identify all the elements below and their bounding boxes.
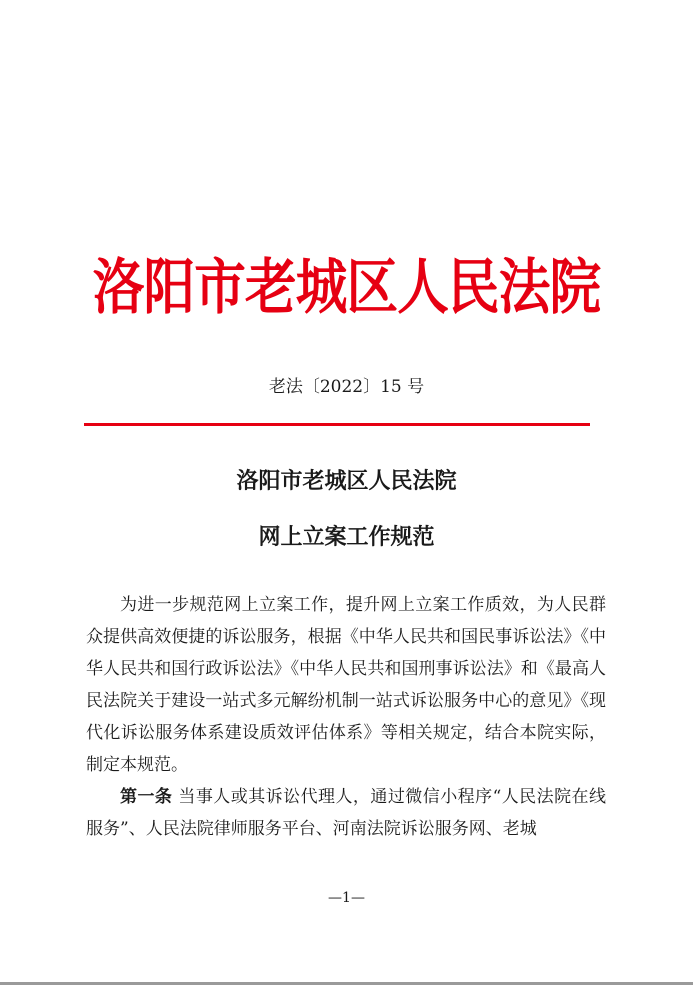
red-separator-line — [84, 423, 590, 426]
document-number: 老法〔2022〕15 号 — [268, 377, 425, 397]
article-1-text: 当事人或其诉讼代理人，通过微信小程序“人民法院在线服务”、人民法院律师服务平台、河南法院诉讼服务网、老城 — [86, 787, 606, 839]
issuing-authority-header: 洛阳市老城区人民法院 — [92, 253, 601, 323]
article-1-label: 第一条 — [120, 787, 173, 807]
document-body — [86, 589, 606, 845]
document-title-line-1: 洛阳市老城区人民法院 — [236, 468, 457, 494]
page-number: —1— — [328, 890, 365, 906]
article-1-paragraph — [86, 781, 606, 845]
preamble-paragraph: 为进一步规范网上立案工作，提升网上立案工作质效，为人民群众提供高效便捷的诉讼服务，根据《中华人民共和国民事诉讼法》《中华人民共和国行政诉讼法》《中华人民共和国刑事诉讼法》和《最高人民法院关于建设一站式多元解纷机制一站式诉讼服务中心的意见》《现代化诉讼服务体系建设质效评估体系》等相关规定，结合本院实际，制定本规范。 — [86, 595, 606, 775]
document-title-line-2: 网上立案工作规范 — [258, 524, 435, 550]
